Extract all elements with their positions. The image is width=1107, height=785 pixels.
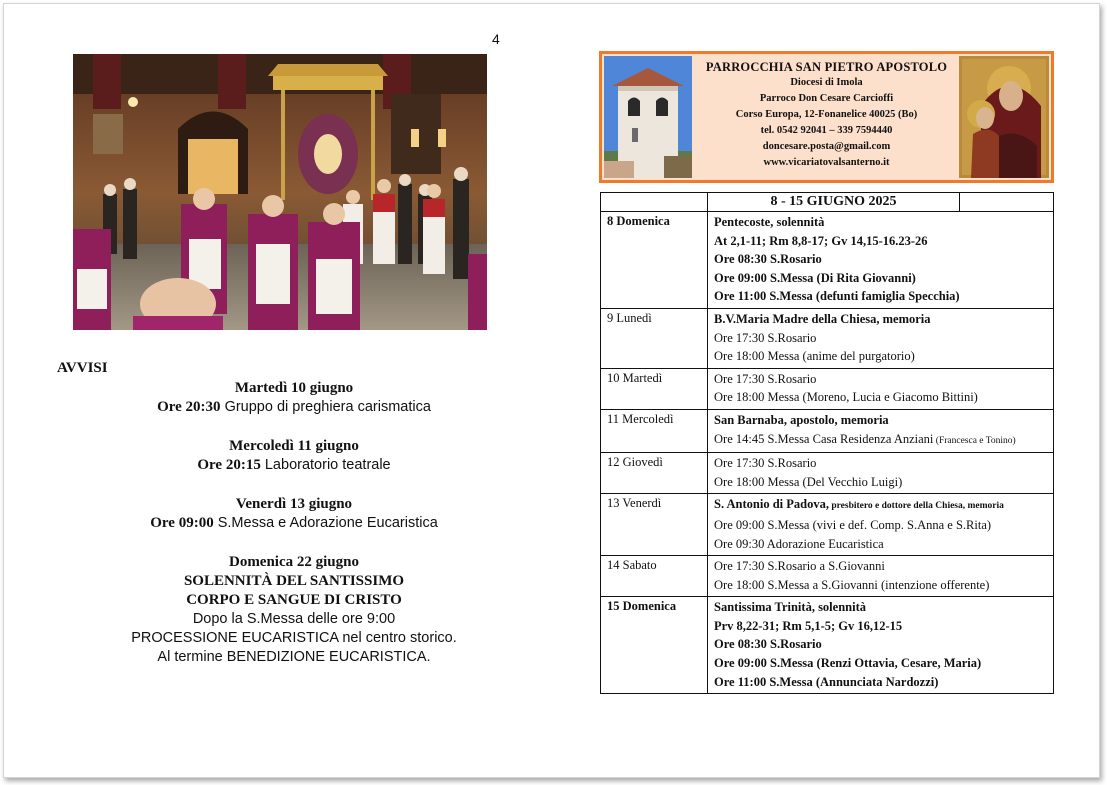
parish-priest: Parroco Don Cesare Carcioffi <box>759 93 894 104</box>
event-text: Prv 8,22-31; Rm 5,1-5; Gv 16,12-15 <box>714 618 903 633</box>
schedule-day: 15 Domenica <box>601 597 708 694</box>
avviso-text: Laboratorio teatrale <box>260 457 391 473</box>
schedule-day-row <box>601 556 1054 597</box>
schedule-title: 8 - 15 GIUGNO 2025 <box>708 193 960 212</box>
event-text: Ore 17:30 S.Rosario <box>714 456 817 471</box>
schedule-day-row <box>601 453 1054 494</box>
avviso-item <box>64 437 524 475</box>
schedule-event-line <box>714 654 1047 673</box>
schedule-events <box>708 212 1054 309</box>
event-text: Ore 08:30 S.Rosario <box>714 637 822 652</box>
event-text: Ore 17:30 S.Rosario <box>714 330 817 345</box>
feast-title-line1: SOLENNITÀ DEL SANTISSIMO <box>183 573 405 589</box>
page-number: 4 <box>492 31 500 47</box>
schedule-day: 13 Venerdì <box>601 494 708 556</box>
event-text: Ore 08:30 S.Rosario <box>714 252 822 267</box>
schedule-day-row <box>601 597 1054 694</box>
schedule-event-line <box>714 557 1047 576</box>
event-text: Ore 18:00 Messa (anime del purgatorio) <box>714 349 915 364</box>
procession-photo <box>73 54 487 330</box>
schedule-day: 11 Mercoledì <box>601 409 708 452</box>
title-spacer-right <box>960 193 1054 212</box>
event-text: Ore 11:00 S.Messa (defunti famiglia Specchia) <box>714 289 960 304</box>
feast-title-line2: CORPO E SANGUE DI CRISTO <box>186 592 402 608</box>
avviso-item <box>64 495 524 533</box>
schedule-day: 10 Martedì <box>601 368 708 409</box>
parish-header <box>599 51 1054 183</box>
event-text: Ore 14:45 S.Messa Casa Residenza Anziani <box>714 431 934 446</box>
schedule-event-line <box>714 598 1047 617</box>
weekly-schedule-table <box>600 192 1054 694</box>
event-text: Ore 11:00 S.Messa (Annunciata Nardozzi) <box>714 674 939 689</box>
schedule-day-row <box>601 308 1054 368</box>
schedule-events <box>708 494 1054 556</box>
event-text: Ore 17:30 S.Rosario a S.Giovanni <box>714 559 885 574</box>
event-text: B.V.Maria Madre della Chiesa, memoria <box>714 311 931 326</box>
schedule-day-row <box>601 494 1054 556</box>
feast-day: Domenica 22 giugno <box>228 554 359 570</box>
schedule-event-line <box>714 576 1047 595</box>
schedule-event-line <box>714 454 1047 473</box>
church-bell-tower-image <box>604 56 692 178</box>
schedule-events <box>708 308 1054 368</box>
schedule-day: 9 Lunedì <box>601 308 708 368</box>
schedule-event-line <box>714 430 1047 451</box>
schedule-day-row <box>601 368 1054 409</box>
schedule-event-line <box>714 388 1047 407</box>
schedule-event-line <box>714 516 1047 535</box>
avviso-item <box>64 379 524 417</box>
avviso-time: Ore 20:30 <box>157 399 221 415</box>
avviso-text: S.Messa e Adorazione Eucaristica <box>213 515 438 531</box>
event-text: Ore 09:00 S.Messa (vivi e def. Comp. S.Anna e S.Rita) <box>714 517 992 532</box>
schedule-event-line <box>714 287 1047 306</box>
schedule-day-row <box>601 409 1054 452</box>
avviso-day: Mercoledì 11 giugno <box>229 438 359 454</box>
parish-info <box>694 59 959 171</box>
event-text: At 2,1-11; Rm 8,8-17; Gv 14,15-16.23-26 <box>714 233 928 248</box>
schedule-event-line <box>714 232 1047 251</box>
schedule-event-line <box>714 473 1047 492</box>
parish-website[interactable]: www.vicariatovalsanterno.it <box>763 157 890 168</box>
parish-phone: tel. 0542 92041 – 339 7594440 <box>760 125 893 136</box>
parish-name: PARROCCHIA SAN PIETRO APOSTOLO <box>705 60 948 74</box>
schedule-event-line <box>714 329 1047 348</box>
parish-address: Corso Europa, 12-Fonanelice 40025 (Bo) <box>735 109 918 120</box>
event-text: Pentecoste, solennità <box>714 215 825 229</box>
schedule-events <box>708 453 1054 494</box>
event-note: (Francesca e Tonino) <box>933 435 1016 446</box>
schedule-event-line <box>714 269 1047 288</box>
feast-line3: Dopo la S.Messa delle ore 9:00 <box>192 611 396 627</box>
feast-line5: Al termine BENEDIZIONE EUCARISTICA. <box>157 649 431 665</box>
schedule-event-line <box>714 370 1047 389</box>
schedule-event-line <box>714 617 1047 636</box>
schedule-event-line <box>714 347 1047 366</box>
schedule-event-line <box>714 250 1047 269</box>
schedule-event-line <box>714 213 1047 232</box>
schedule-day: 12 Giovedì <box>601 453 708 494</box>
avvisi-heading: AVVISI <box>57 360 108 376</box>
avviso-text: Gruppo di preghiera carismatica <box>220 399 431 415</box>
schedule-event-line <box>714 535 1047 554</box>
event-text: Ore 18:00 Messa (Moreno, Lucia e Giacomo Bittini) <box>714 390 978 405</box>
event-text: Ore 09:00 S.Messa (Renzi Ottavia, Cesare, Maria) <box>714 656 982 671</box>
schedule-events <box>708 368 1054 409</box>
schedule-day-row <box>601 212 1054 309</box>
avvisi-list <box>64 379 524 687</box>
schedule-day: 8 Domenica <box>601 212 708 309</box>
event-text: Ore 09:30 Adorazione Eucaristica <box>714 536 884 551</box>
schedule-events <box>708 409 1054 452</box>
avviso-day: Venerdì 13 giugno <box>235 496 353 512</box>
avviso-day: Martedì 10 giugno <box>234 380 354 396</box>
title-spacer-left <box>601 193 708 212</box>
schedule-event-line <box>714 635 1047 654</box>
feast-line4: PROCESSIONE EUCARISTICA nel centro storico. <box>131 630 457 646</box>
event-text: S. Antonio di Padova, <box>714 497 829 512</box>
event-text: Ore 17:30 S.Rosario <box>714 371 817 386</box>
bulletin-sheet <box>3 3 1100 778</box>
event-text: San Barnaba, apostolo, memoria <box>714 412 889 427</box>
schedule-events <box>708 556 1054 597</box>
schedule-events <box>708 597 1054 694</box>
parish-diocese: Diocesi di Imola <box>790 77 863 88</box>
schedule-title-row <box>601 193 1054 212</box>
madonna-icon-image <box>959 56 1049 178</box>
schedule-event-line <box>714 310 1047 329</box>
schedule-event-line <box>714 411 1047 430</box>
event-text: Ore 18:00 S.Messa a S.Giovanni (intenzione offerente) <box>714 577 990 592</box>
event-text: Ore 18:00 Messa (Del Vecchio Luigi) <box>714 474 903 489</box>
parish-email[interactable]: doncesare.posta@gmail.com <box>762 141 891 152</box>
avviso-time: Ore 09:00 <box>150 515 214 531</box>
schedule-event-line <box>714 495 1047 516</box>
event-subtitle: presbitero e dottore della Chiesa, memoria <box>828 501 1004 512</box>
avviso-time: Ore 20:15 <box>197 457 261 473</box>
event-text: Ore 09:00 S.Messa (Di Rita Giovanni) <box>714 270 916 285</box>
schedule-day: 14 Sabato <box>601 556 708 597</box>
schedule-event-line <box>714 673 1047 692</box>
avviso-feast <box>64 553 524 667</box>
event-text: Santissima Trinità, solennità <box>714 600 866 615</box>
